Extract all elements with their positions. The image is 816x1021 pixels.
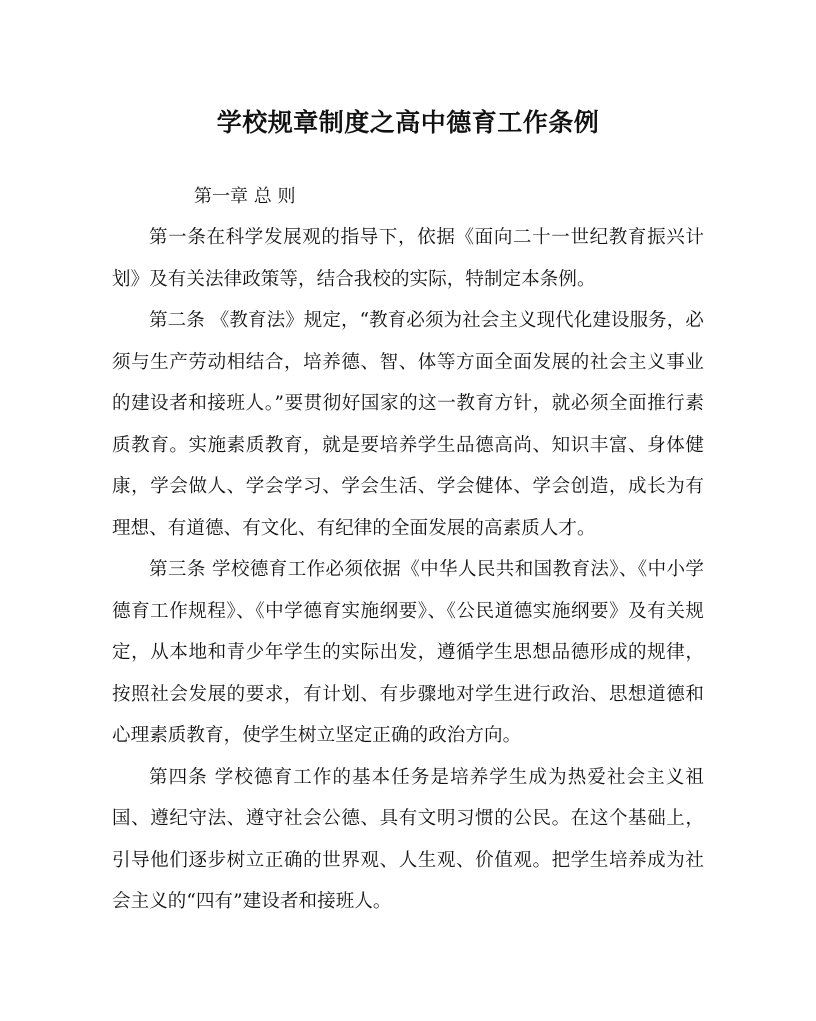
article-2-paragraph: 第二条 《教育法》规定，“教育必须为社会主义现代化建设服务，必须与生产劳动相结合，培养德、智、体等方面全面发展的社会主义事业的建设者和接班人。”要贯彻好国家的这一教育方针，就必须全面推行素质教育。实施素质教育，就是要培养学生品德高尚、知识丰富、身体健康，学会做人、学会学习、学会生活、学会健体、学会创造，成长为有理想、有道德、有文化、有纪律的全面发展的高素质人才。 xyxy=(112,310,704,539)
article-1-paragraph: 第一条在科学发展观的指导下，依据《面向二十一世纪教育振兴计划》及有关法律政策等，结合我校的实际，特制定本条例。 xyxy=(112,227,704,290)
document-body xyxy=(112,176,704,923)
article-4-paragraph: 第四条 学校德育工作的基本任务是培养学生成为热爱社会主义祖国、遵纪守法、遵守社会公德、具有文明习惯的公民。在这个基础上，引导他们逐步树立正确的世界观、人生观、价值观。把学生培养成为社会主义的“四有”建设者和接班人。 xyxy=(112,766,704,912)
chapter-heading: 第一章 总 则 xyxy=(194,186,296,207)
document-title: 学校规章制度之高中德育工作条例 xyxy=(216,108,600,137)
article-3-paragraph: 第三条 学校德育工作必须依据《中华人民共和国教育法》、《中小学德育工作规程》、《中学德育实施纲要》、《公民道德实施纲要》及有关规定，从本地和青少年学生的实际出发，遵循学生思想品德形成的规律，按照社会发展的要求，有计划、有步骤地对学生进行政治、思想道德和心理素质教育，使学生树立坚定正确的政治方向。 xyxy=(112,559,704,746)
